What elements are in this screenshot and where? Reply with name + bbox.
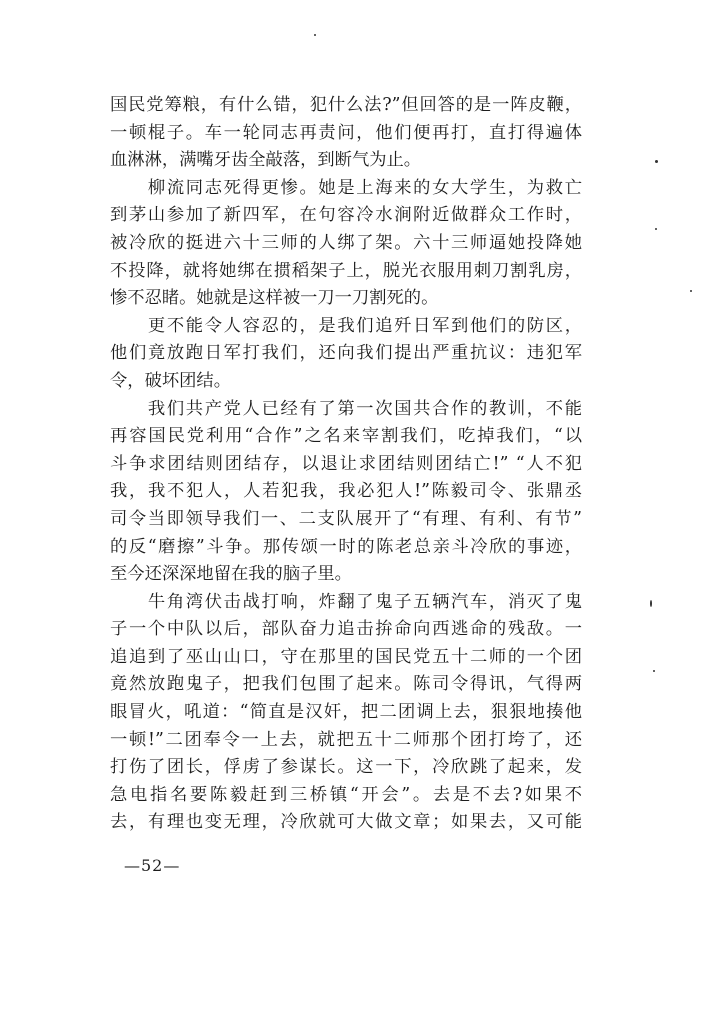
text-line: 司令当即领导我们一、二支队展开了“有理、有利、有节” — [110, 508, 582, 529]
scan-speck — [650, 600, 652, 607]
text-line: 再容国民党利用“合作”之名来宰割我们，吃掉我们，“以 — [110, 426, 582, 447]
text-line: 牛角湾伏击战打响，炸翻了鬼子五辆汽车，消灭了鬼 — [110, 591, 582, 612]
text-line: 国民党筹粮，有什么错，犯什么法?”但回答的是一阵皮鞭， — [110, 95, 582, 115]
text-line: 追追到了巫山山口，守在那里的国民党五十二师的一个团 — [110, 646, 582, 667]
text-line: 更不能令人容忍的，是我们追歼日军到他们的防区， — [110, 315, 582, 336]
text-line: 斗争求团结则团结存，以退让求团结则团结亡!” “人不犯 — [110, 453, 582, 474]
text-line: 竟然放跑鬼子，把我们包围了起来。陈司令得讯，气得两 — [110, 674, 582, 695]
scan-speck — [653, 670, 655, 672]
text-line: 眼冒火，吼道：“简直是汉奸，把二团调上去，狠狠地揍他 — [110, 702, 582, 723]
text-line: 子一个中队以后，部队奋力追击拚命向西逃命的残敌。一 — [110, 619, 582, 640]
text-line: 去，有理也变无理，冷欣就可大做文章；如果去，又可能 — [110, 812, 582, 833]
text-line: 血淋淋，满嘴牙齿全敲落，到断气为止。 — [110, 150, 422, 171]
body-text — [110, 92, 582, 837]
text-line: 到茅山参加了新四军，在句容冷水涧附近做群众工作时， — [110, 205, 582, 226]
text-line: 他们竟放跑日军打我们，还向我们提出严重抗议：违犯军 — [110, 343, 582, 364]
text-line: 急电指名要陈毅赶到三桥镇“开会”。去是不去?如果不 — [110, 784, 582, 805]
page-number: —52— — [124, 856, 181, 875]
text-line: 我，我不犯人，人若犯我，我必犯人!”陈毅司令、张鼎丞 — [110, 481, 582, 502]
text-line: 打伤了团长，俘虏了参谋长。这一下，冷欣跳了起来，发 — [110, 757, 582, 778]
text-line: 柳流同志死得更惨。她是上海来的女大学生，为救亡 — [110, 177, 582, 198]
text-line: 不投降，就将她绑在掼稻架子上，脱光衣服用刺刀割乳房， — [110, 260, 582, 281]
text-line: 一顿棍子。车一轮同志再责问，他们便再打，直打得遍体 — [110, 122, 582, 143]
text-line: 令，破坏团结。 — [110, 370, 231, 391]
text-line: 至今还深深地留在我的脑子里。 — [110, 564, 352, 585]
scan-speck — [690, 290, 692, 292]
text-line: 我们共产党人已经有了第一次国共合作的教训，不能 — [110, 398, 582, 419]
text-line: 的反“磨擦”斗争。那传颂一时的陈老总亲斗冷欣的事迹， — [110, 536, 582, 557]
scan-speck — [314, 34, 316, 36]
text-line: 一顿!”二团奉令一上去，就把五十二师那个团打垮了，还 — [110, 729, 582, 750]
scan-speck — [655, 160, 658, 163]
text-line: 被冷欣的挺进六十三师的人绑了架。六十三师逼她投降她 — [110, 232, 582, 253]
text-line: 惨不忍睹。她就是这样被一刀一刀割死的。 — [110, 288, 439, 309]
scan-speck — [655, 228, 657, 230]
